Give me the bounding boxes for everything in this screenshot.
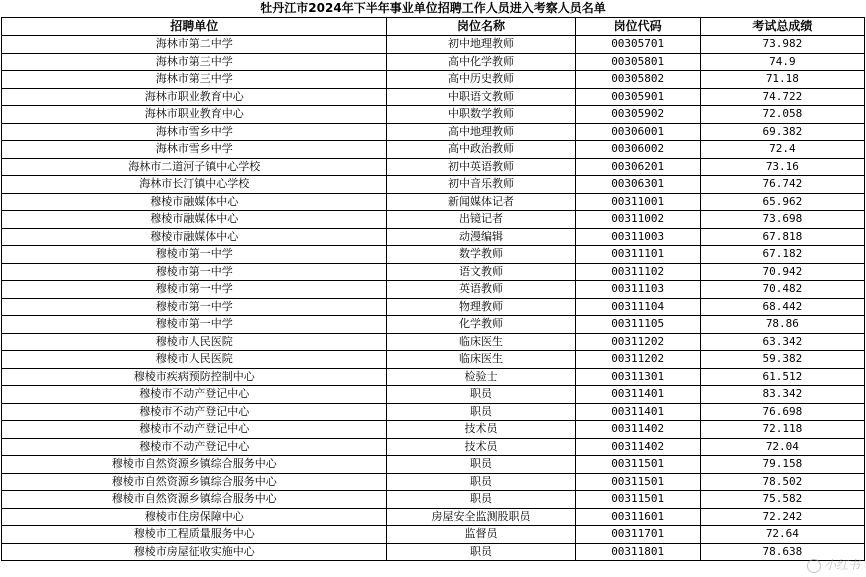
cell-score: 73.698 <box>700 211 864 229</box>
table-row <box>2 508 865 526</box>
table-row <box>2 316 865 334</box>
cell-unit: 穆棱市自然资源乡镇综合服务中心 <box>2 473 387 491</box>
cell-position: 技术员 <box>387 438 575 456</box>
table-row <box>2 246 865 264</box>
cell-score: 78.638 <box>700 543 864 561</box>
cell-unit: 海林市第三中学 <box>2 71 387 89</box>
cell-code: 00311001 <box>575 193 700 211</box>
cell-score: 61.512 <box>700 368 864 386</box>
cell-code: 00311402 <box>575 438 700 456</box>
cell-unit: 穆棱市第一中学 <box>2 298 387 316</box>
cell-score: 73.982 <box>700 36 864 54</box>
table-row <box>2 403 865 421</box>
cell-score: 73.16 <box>700 158 864 176</box>
cell-code: 00311101 <box>575 246 700 264</box>
cell-score: 67.182 <box>700 246 864 264</box>
table-row <box>2 36 865 54</box>
cell-position: 初中音乐教师 <box>387 176 575 194</box>
cell-score: 72.058 <box>700 106 864 124</box>
cell-position: 职员 <box>387 403 575 421</box>
cell-score: 72.64 <box>700 526 864 544</box>
cell-code: 00305901 <box>575 88 700 106</box>
cell-unit: 穆棱市不动产登记中心 <box>2 421 387 439</box>
cell-position: 职员 <box>387 491 575 509</box>
cell-code: 00311801 <box>575 543 700 561</box>
cell-unit: 海林市第三中学 <box>2 53 387 71</box>
cell-unit: 穆棱市融媒体中心 <box>2 193 387 211</box>
cell-position: 动漫编辑 <box>387 228 575 246</box>
cell-unit: 穆棱市第一中学 <box>2 316 387 334</box>
cell-unit: 穆棱市疾病预防控制中心 <box>2 368 387 386</box>
header-row <box>2 18 865 36</box>
cell-code: 00311301 <box>575 368 700 386</box>
table-row <box>2 526 865 544</box>
cell-code: 00311104 <box>575 298 700 316</box>
cell-position: 临床医生 <box>387 351 575 369</box>
cell-unit: 穆棱市第一中学 <box>2 246 387 264</box>
cell-score: 68.442 <box>700 298 864 316</box>
table-row <box>2 491 865 509</box>
cell-score: 78.86 <box>700 316 864 334</box>
cell-unit: 穆棱市人民医院 <box>2 351 387 369</box>
cell-code: 00311402 <box>575 421 700 439</box>
cell-position: 新闻媒体记者 <box>387 193 575 211</box>
header-unit: 招聘单位 <box>2 18 387 36</box>
cell-code: 00311103 <box>575 281 700 299</box>
cell-unit: 穆棱市不动产登记中心 <box>2 403 387 421</box>
cell-score: 74.722 <box>700 88 864 106</box>
cell-code: 00311601 <box>575 508 700 526</box>
table-row <box>2 298 865 316</box>
cell-unit: 海林市长汀镇中心学校 <box>2 176 387 194</box>
cell-score: 63.342 <box>700 333 864 351</box>
cell-unit: 穆棱市人民医院 <box>2 333 387 351</box>
cell-unit: 穆棱市自然资源乡镇综合服务中心 <box>2 491 387 509</box>
cell-unit: 海林市雪乡中学 <box>2 123 387 141</box>
cell-unit: 海林市职业教育中心 <box>2 106 387 124</box>
cell-code: 00311105 <box>575 316 700 334</box>
table-row <box>2 368 865 386</box>
cell-position: 出镜记者 <box>387 211 575 229</box>
cell-score: 74.9 <box>700 53 864 71</box>
table-row <box>2 211 865 229</box>
cell-position: 中职数学教师 <box>387 106 575 124</box>
cell-code: 00305701 <box>575 36 700 54</box>
cell-score: 72.4 <box>700 141 864 159</box>
cell-code: 00311401 <box>575 403 700 421</box>
cell-code: 00305902 <box>575 106 700 124</box>
cell-score: 78.502 <box>700 473 864 491</box>
cell-position: 初中地理教师 <box>387 36 575 54</box>
table-row <box>2 141 865 159</box>
cell-code: 00311003 <box>575 228 700 246</box>
cell-score: 67.818 <box>700 228 864 246</box>
cell-position: 英语教师 <box>387 281 575 299</box>
table-row <box>2 53 865 71</box>
cell-position: 房屋安全监测股职员 <box>387 508 575 526</box>
cell-position: 语文教师 <box>387 263 575 281</box>
table-row <box>2 333 865 351</box>
cell-code: 00311501 <box>575 456 700 474</box>
cell-position: 检验士 <box>387 368 575 386</box>
cell-code: 00311701 <box>575 526 700 544</box>
cell-position: 职员 <box>387 543 575 561</box>
table-row <box>2 88 865 106</box>
header-position: 岗位名称 <box>387 18 575 36</box>
table-row <box>2 176 865 194</box>
table-row <box>2 158 865 176</box>
cell-unit: 海林市第二中学 <box>2 36 387 54</box>
table-row <box>2 543 865 561</box>
cell-code: 00306301 <box>575 176 700 194</box>
cell-score: 75.582 <box>700 491 864 509</box>
cell-score: 65.962 <box>700 193 864 211</box>
candidate-table <box>1 0 865 561</box>
cell-unit: 穆棱市第一中学 <box>2 281 387 299</box>
cell-unit: 穆棱市自然资源乡镇综合服务中心 <box>2 456 387 474</box>
table-row <box>2 71 865 89</box>
table-row <box>2 228 865 246</box>
table-row <box>2 106 865 124</box>
table-body <box>2 36 865 561</box>
table-row <box>2 473 865 491</box>
cell-code: 00306002 <box>575 141 700 159</box>
table-row <box>2 263 865 281</box>
cell-position: 化学教师 <box>387 316 575 334</box>
cell-score: 70.482 <box>700 281 864 299</box>
cell-unit: 穆棱市不动产登记中心 <box>2 438 387 456</box>
table-row <box>2 123 865 141</box>
cell-code: 00305802 <box>575 71 700 89</box>
cell-unit: 穆棱市融媒体中心 <box>2 211 387 229</box>
title-row <box>2 0 865 18</box>
table-row <box>2 193 865 211</box>
cell-unit: 穆棱市融媒体中心 <box>2 228 387 246</box>
cell-score: 79.158 <box>700 456 864 474</box>
table-row <box>2 438 865 456</box>
cell-unit: 穆棱市住房保障中心 <box>2 508 387 526</box>
cell-position: 职员 <box>387 386 575 404</box>
header-code: 岗位代码 <box>575 18 700 36</box>
cell-score: 76.698 <box>700 403 864 421</box>
cell-score: 72.118 <box>700 421 864 439</box>
table-row <box>2 281 865 299</box>
cell-score: 59.382 <box>700 351 864 369</box>
cell-code: 00311202 <box>575 333 700 351</box>
cell-code: 00306201 <box>575 158 700 176</box>
cell-code: 00305801 <box>575 53 700 71</box>
cell-score: 72.242 <box>700 508 864 526</box>
cell-position: 临床医生 <box>387 333 575 351</box>
cell-position: 高中地理教师 <box>387 123 575 141</box>
cell-unit: 穆棱市第一中学 <box>2 263 387 281</box>
cell-position: 高中政治教师 <box>387 141 575 159</box>
cell-code: 00306001 <box>575 123 700 141</box>
cell-position: 数学教师 <box>387 246 575 264</box>
cell-unit: 穆棱市不动产登记中心 <box>2 386 387 404</box>
cell-code: 00311501 <box>575 491 700 509</box>
cell-unit: 穆棱市工程质量服务中心 <box>2 526 387 544</box>
cell-position: 中职语文教师 <box>387 88 575 106</box>
cell-unit: 穆棱市房屋征收实施中心 <box>2 543 387 561</box>
cell-code: 00311102 <box>575 263 700 281</box>
cell-code: 00311401 <box>575 386 700 404</box>
cell-unit: 海林市职业教育中心 <box>2 88 387 106</box>
header-score: 考试总成绩 <box>700 18 864 36</box>
table-row <box>2 421 865 439</box>
cell-score: 69.382 <box>700 123 864 141</box>
cell-code: 00311501 <box>575 473 700 491</box>
cell-score: 76.742 <box>700 176 864 194</box>
cell-code: 00311002 <box>575 211 700 229</box>
watermark-text: 小红书 <box>823 558 860 572</box>
cell-position: 职员 <box>387 456 575 474</box>
cell-position: 高中历史教师 <box>387 71 575 89</box>
table-title: 牡丹江市2024年下半年事业单位招聘工作人员进入考察人员名单 <box>2 0 865 18</box>
table-row <box>2 386 865 404</box>
table-row <box>2 351 865 369</box>
cell-position: 初中英语教师 <box>387 158 575 176</box>
cell-score: 83.342 <box>700 386 864 404</box>
cell-position: 高中化学教师 <box>387 53 575 71</box>
cell-score: 72.04 <box>700 438 864 456</box>
cell-unit: 海林市二道河子镇中心学校 <box>2 158 387 176</box>
table-row <box>2 456 865 474</box>
cell-score: 71.18 <box>700 71 864 89</box>
cell-position: 监督员 <box>387 526 575 544</box>
cell-unit: 海林市雪乡中学 <box>2 141 387 159</box>
cell-position: 技术员 <box>387 421 575 439</box>
cell-code: 00311202 <box>575 351 700 369</box>
cell-position: 物理教师 <box>387 298 575 316</box>
cell-position: 职员 <box>387 473 575 491</box>
cell-score: 70.942 <box>700 263 864 281</box>
